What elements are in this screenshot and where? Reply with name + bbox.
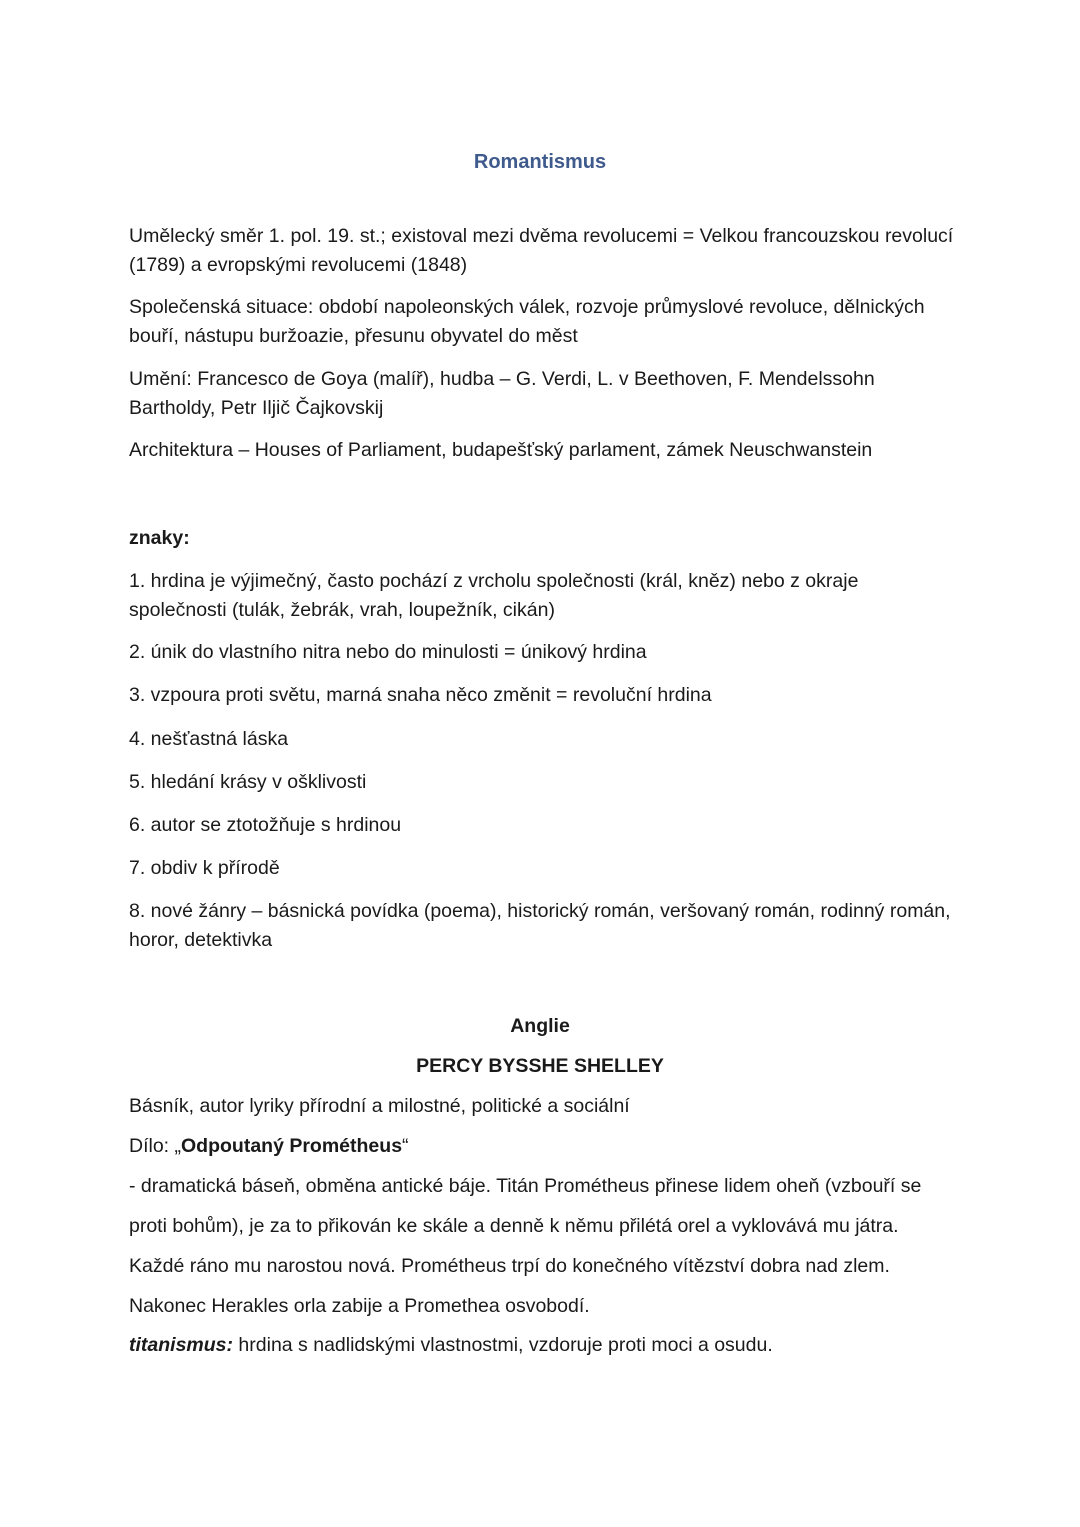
work-suffix: “ xyxy=(402,1135,409,1157)
term-definition-line xyxy=(129,1331,959,1360)
page-title: Romantismus xyxy=(473,151,607,173)
author-name: PERCY BYSSHE SHELLEY xyxy=(416,1055,664,1077)
feature-item-2: 2. únik do vlastního nitra nebo do minulosti = únikový hrdina xyxy=(129,641,647,663)
intro-paragraph-art: Umění: Francesco de Goya (malíř), hudba – G. Verdi, L. v Beethoven, F. Mendelssohn Bartholdy, Petr Iljič Čajkovskij xyxy=(129,368,875,419)
intro-paragraph-period: Umělecký směr 1. pol. 19. st.; existoval mezi dvěma revolucemi = Velkou francouzskou revolucí (1789) a evropskými revolucemi (1848) xyxy=(129,225,954,276)
features-heading: znaky: xyxy=(129,527,190,549)
feature-item-4: 4. nešťastná láska xyxy=(129,728,289,750)
feature-item-5: 5. hledání krásy v ošklivosti xyxy=(129,771,367,793)
work-prefix: Dílo: „ xyxy=(129,1135,182,1157)
term-label: titanismus: xyxy=(129,1334,234,1356)
feature-item-6: 6. autor se ztotožňuje s hrdinou xyxy=(129,814,402,836)
feature-item-3: 3. vzpoura proti světu, marná snaha něco změnit = revoluční hrdina xyxy=(129,684,712,706)
term-definition: hrdina s nadlidskými vlastnostmi, vzdoruje proti moci a osudu. xyxy=(233,1334,773,1356)
feature-item-7: 7. obdiv k přírodě xyxy=(129,857,280,879)
feature-item-1: 1. hrdina je výjimečný, často pochází z vrcholu společnosti (král, kněz) nebo z okraje společnosti (tulák, žebrák, vrah, loupežník, cikán) xyxy=(129,570,859,621)
work-title: Odpoutaný Prométheus xyxy=(181,1135,403,1157)
feature-item-8: 8. nové žánry – básnická povídka (poema), historický román, veršovaný román, rodinný román, horor, detektivka xyxy=(129,900,951,951)
intro-paragraph-society: Společenská situace: období napoleonských válek, rozvoje průmyslové revoluce, dělnických bouří, nástupu buržoazie, přesunu obyvatel do měst xyxy=(129,296,925,347)
section-heading-england: Anglie xyxy=(510,1015,570,1037)
author-description: Básník, autor lyriky přírodní a milostné, politické a sociální xyxy=(129,1095,630,1117)
work-summary: - dramatická báseň, obměna antické báje. Titán Prométheus přinese lidem oheň (vzbouří se proti bohům), je za to přikován ke skále a denně k němu přilétá orel a vyklovává mu játra. Každé ráno mu narostou nová. Prométheus trpí do konečného vítězství dobra nad zlem. Nakonec Herakles orla zabije a Promethea osvobodí. xyxy=(129,1175,922,1317)
intro-paragraph-architecture: Architektura – Houses of Parliament, budapešťský parlament, zámek Neuschwanstein xyxy=(129,439,873,461)
work-line xyxy=(129,1132,959,1161)
